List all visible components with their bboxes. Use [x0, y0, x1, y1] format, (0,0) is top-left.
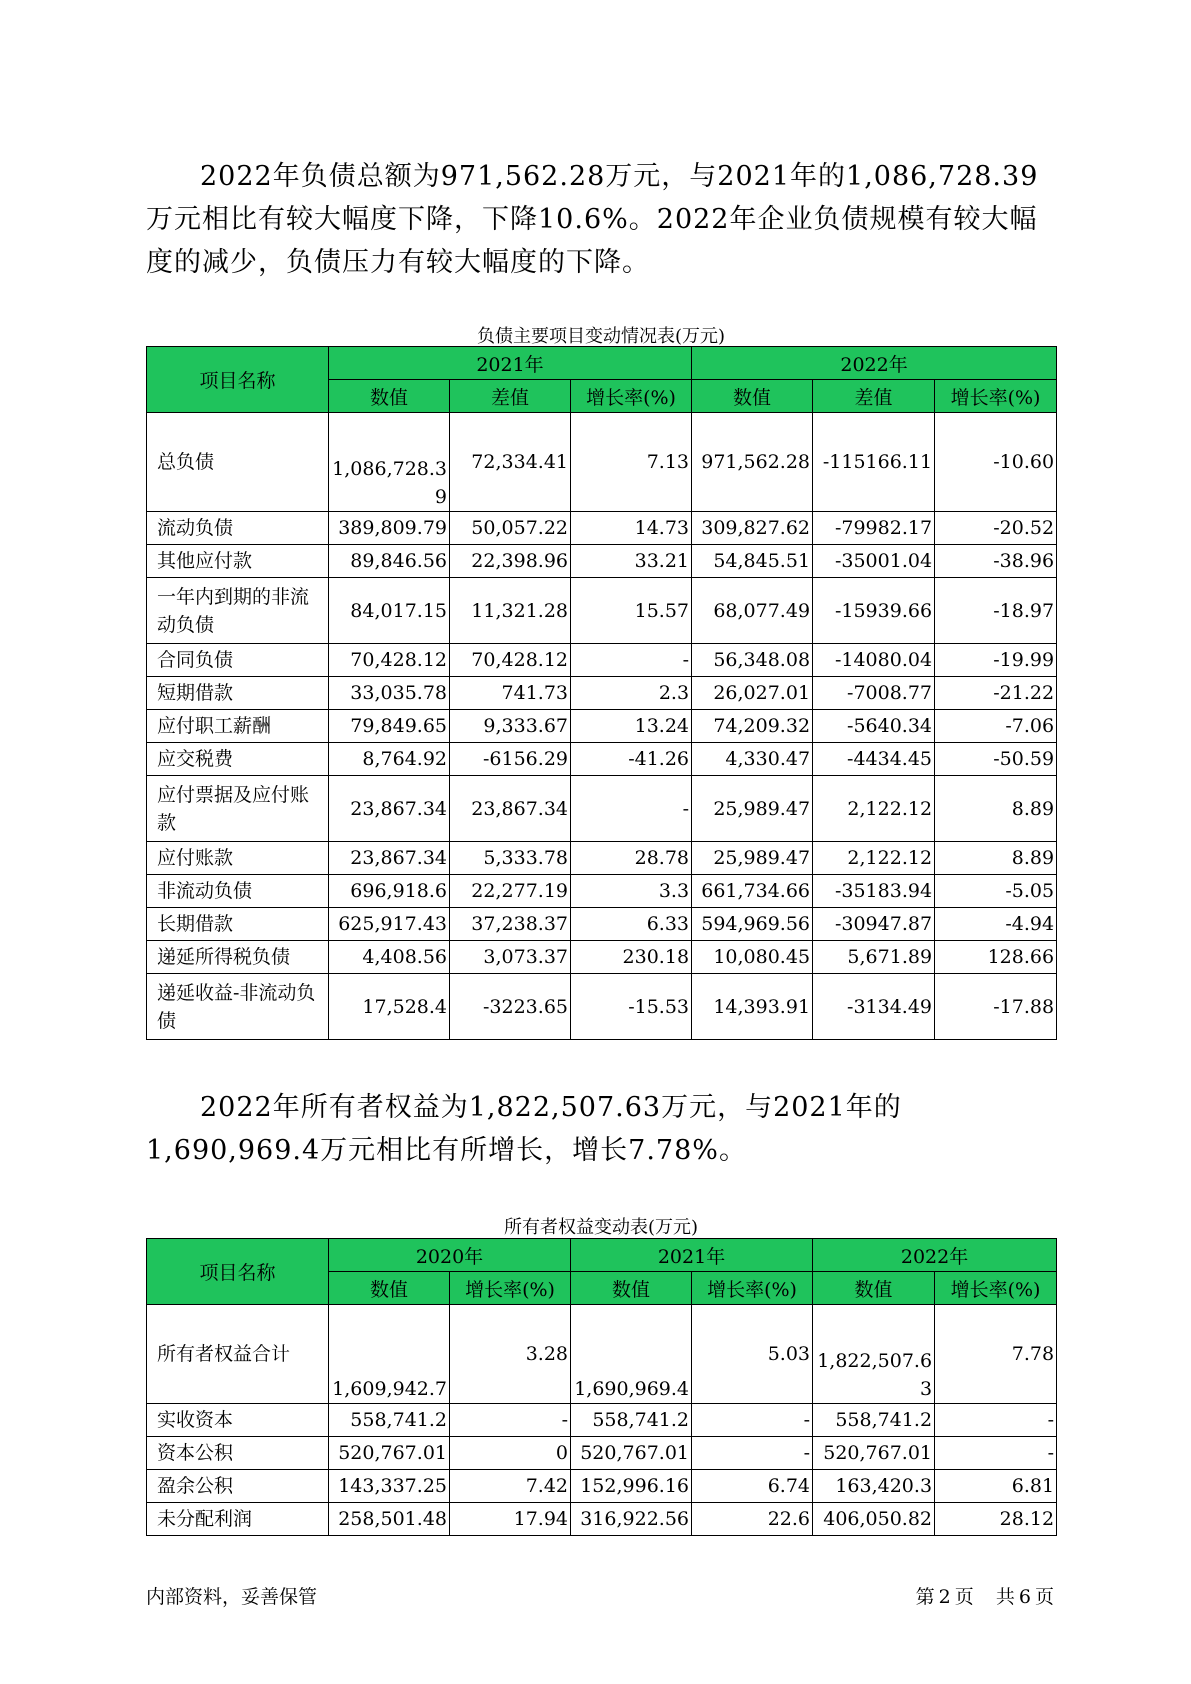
cell-rate: -: [692, 1404, 813, 1437]
header-value: 数值: [692, 380, 813, 413]
header-rate: 增长率(%): [935, 380, 1057, 413]
header-value: 数值: [329, 1272, 450, 1305]
cell-value: 520,767.01: [813, 1437, 935, 1470]
cell-diff: 11,321.28: [450, 578, 571, 644]
cell-diff: -15939.66: [813, 578, 935, 644]
row-name: 合同负债: [147, 644, 329, 677]
page-number: 2: [938, 1586, 951, 1608]
header-year-2022: 2022年: [692, 347, 1057, 380]
table1-caption: 负债主要项目变动情况表(万元): [476, 326, 726, 347]
table-row: [147, 1437, 1057, 1470]
equity-summary-text: 2022年所有者权益为1,822,507.63万元，与2021年的1,690,969.4万元相比有所增长，增长7.78%。: [146, 1092, 902, 1166]
row-name: 未分配利润: [147, 1503, 329, 1536]
cell-diff: 22,398.96: [450, 545, 571, 578]
cell-rate: 22.6: [692, 1503, 813, 1536]
cell-value: 258,501.48: [329, 1503, 450, 1536]
cell-value: 4,330.47: [692, 743, 813, 776]
header-item-name: 项目名称: [147, 347, 329, 413]
table-row: [147, 776, 1057, 842]
row-name: 盈余公积: [147, 1470, 329, 1503]
cell-diff: 5,671.89: [813, 941, 935, 974]
cell-diff: 3,073.37: [450, 941, 571, 974]
header-year-2021: 2021年: [571, 1239, 813, 1272]
cell-diff: 2,122.12: [813, 842, 935, 875]
table-row: [147, 512, 1057, 545]
cell-value: 1,086,728.39: [329, 413, 450, 512]
cell-rate: -: [571, 644, 692, 677]
table-row: [147, 743, 1057, 776]
cell-value: 70,428.12: [329, 644, 450, 677]
page-indicator: [914, 1582, 1056, 1609]
cell-diff: -14080.04: [813, 644, 935, 677]
header-diff: 差值: [450, 380, 571, 413]
cell-value: 4,408.56: [329, 941, 450, 974]
cell-diff: 5,333.78: [450, 842, 571, 875]
cell-rate: -38.96: [935, 545, 1057, 578]
table-row: [147, 908, 1057, 941]
cell-value: 594,969.56: [692, 908, 813, 941]
cell-diff: -4434.45: [813, 743, 935, 776]
header-value: 数值: [329, 380, 450, 413]
cell-rate: -17.88: [935, 974, 1057, 1040]
cell-diff: 50,057.22: [450, 512, 571, 545]
total-unit: 页: [1034, 1586, 1054, 1608]
cell-value: 163,420.3: [813, 1470, 935, 1503]
table-row: [147, 1470, 1057, 1503]
cell-value: 10,080.45: [692, 941, 813, 974]
row-name: 总负债: [147, 413, 329, 512]
confidential-note: 内部资料，妥善保管: [146, 1586, 318, 1608]
cell-diff: -35183.94: [813, 875, 935, 908]
total-prefix: 共: [995, 1586, 1015, 1608]
cell-value: 17,528.4: [329, 974, 450, 1040]
table-row: [147, 1404, 1057, 1437]
row-name: 应付票据及应付账款: [147, 776, 329, 842]
cell-value: 520,767.01: [571, 1437, 692, 1470]
cell-value: 33,035.78: [329, 677, 450, 710]
cell-rate: 28.12: [935, 1503, 1057, 1536]
liabilities-table: [146, 346, 1057, 1040]
table-row: [147, 974, 1057, 1040]
table-row: [147, 677, 1057, 710]
cell-value: 84,017.15: [329, 578, 450, 644]
cell-diff: -5640.34: [813, 710, 935, 743]
cell-rate: 13.24: [571, 710, 692, 743]
liabilities-summary-paragraph: [146, 155, 1056, 284]
row-name: 其他应付款: [147, 545, 329, 578]
cell-value: 23,867.34: [329, 842, 450, 875]
row-name: 流动负债: [147, 512, 329, 545]
table-row: [147, 1503, 1057, 1536]
cell-rate: 15.57: [571, 578, 692, 644]
equity-summary-paragraph: [146, 1086, 1056, 1172]
cell-value: 389,809.79: [329, 512, 450, 545]
cell-value: 520,767.01: [329, 1437, 450, 1470]
cell-rate: -: [935, 1404, 1057, 1437]
cell-rate: 8.89: [935, 842, 1057, 875]
cell-rate: 7.13: [571, 413, 692, 512]
cell-value: 23,867.34: [329, 776, 450, 842]
table-row: [147, 710, 1057, 743]
cell-rate: -10.60: [935, 413, 1057, 512]
cell-diff: 2,122.12: [813, 776, 935, 842]
cell-value: 558,741.2: [329, 1404, 450, 1437]
cell-diff: 70,428.12: [450, 644, 571, 677]
row-name: 应付账款: [147, 842, 329, 875]
row-name: 资本公积: [147, 1437, 329, 1470]
cell-value: 1,822,507.63: [813, 1305, 935, 1404]
cell-value: 316,922.56: [571, 1503, 692, 1536]
cell-value: 971,562.28: [692, 413, 813, 512]
cell-value: 152,996.16: [571, 1470, 692, 1503]
header-year-2022: 2022年: [813, 1239, 1057, 1272]
cell-value: 14,393.91: [692, 974, 813, 1040]
header-rate: 增长率(%): [571, 380, 692, 413]
cell-diff: -79982.17: [813, 512, 935, 545]
cell-rate: 14.73: [571, 512, 692, 545]
row-name: 实收资本: [147, 1404, 329, 1437]
table2-caption: 所有者权益变动表(万元): [503, 1217, 699, 1238]
cell-value: 25,989.47: [692, 842, 813, 875]
cell-value: 89,846.56: [329, 545, 450, 578]
cell-diff: -35001.04: [813, 545, 935, 578]
cell-value: 625,917.43: [329, 908, 450, 941]
cell-diff: -30947.87: [813, 908, 935, 941]
cell-rate: -19.99: [935, 644, 1057, 677]
cell-value: 26,027.01: [692, 677, 813, 710]
cell-rate: -18.97: [935, 578, 1057, 644]
cell-rate: 0: [450, 1437, 571, 1470]
row-name: 非流动负债: [147, 875, 329, 908]
cell-diff: -3223.65: [450, 974, 571, 1040]
cell-diff: 23,867.34: [450, 776, 571, 842]
cell-value: 406,050.82: [813, 1503, 935, 1536]
cell-value: 25,989.47: [692, 776, 813, 842]
row-name: 一年内到期的非流动负债: [147, 578, 329, 644]
cell-rate: -21.22: [935, 677, 1057, 710]
cell-rate: -5.05: [935, 875, 1057, 908]
cell-value: 74,209.32: [692, 710, 813, 743]
cell-rate: -20.52: [935, 512, 1057, 545]
cell-diff: 37,238.37: [450, 908, 571, 941]
row-name: 应付职工薪酬: [147, 710, 329, 743]
cell-value: 558,741.2: [813, 1404, 935, 1437]
total-pages: 6: [1018, 1586, 1031, 1608]
equity-table: [146, 1238, 1057, 1536]
cell-diff: 741.73: [450, 677, 571, 710]
cell-value: 558,741.2: [571, 1404, 692, 1437]
cell-rate: 3.28: [450, 1305, 571, 1404]
cell-diff: 22,277.19: [450, 875, 571, 908]
cell-rate: 28.78: [571, 842, 692, 875]
row-name: 递延收益-非流动负债: [147, 974, 329, 1040]
row-name: 递延所得税负债: [147, 941, 329, 974]
table-row: [147, 1305, 1057, 1404]
cell-value: 143,337.25: [329, 1470, 450, 1503]
cell-rate: -: [692, 1437, 813, 1470]
cell-value: 68,077.49: [692, 578, 813, 644]
cell-value: 79,849.65: [329, 710, 450, 743]
row-name: 应交税费: [147, 743, 329, 776]
header-value: 数值: [571, 1272, 692, 1305]
cell-rate: -41.26: [571, 743, 692, 776]
table-row: [147, 842, 1057, 875]
header-year-2020: 2020年: [329, 1239, 571, 1272]
cell-rate: -4.94: [935, 908, 1057, 941]
header-rate: 增长率(%): [692, 1272, 813, 1305]
cell-rate: 6.74: [692, 1470, 813, 1503]
cell-rate: 17.94: [450, 1503, 571, 1536]
cell-rate: 33.21: [571, 545, 692, 578]
table-row: [147, 644, 1057, 677]
cell-diff: 9,333.67: [450, 710, 571, 743]
cell-rate: -50.59: [935, 743, 1057, 776]
header-item-name: 项目名称: [147, 1239, 329, 1305]
cell-value: 56,348.08: [692, 644, 813, 677]
cell-rate: 230.18: [571, 941, 692, 974]
header-diff: 差值: [813, 380, 935, 413]
table-row: [147, 545, 1057, 578]
cell-rate: 128.66: [935, 941, 1057, 974]
cell-value: 661,734.66: [692, 875, 813, 908]
cell-rate: 6.81: [935, 1470, 1057, 1503]
page-unit: 页: [954, 1586, 974, 1608]
cell-value: 1,609,942.7: [329, 1305, 450, 1404]
cell-rate: -7.06: [935, 710, 1057, 743]
cell-rate: 7.78: [935, 1305, 1057, 1404]
cell-rate: 3.3: [571, 875, 692, 908]
cell-diff: 72,334.41: [450, 413, 571, 512]
cell-rate: 8.89: [935, 776, 1057, 842]
cell-rate: -: [450, 1404, 571, 1437]
cell-value: 309,827.62: [692, 512, 813, 545]
cell-diff: -7008.77: [813, 677, 935, 710]
cell-diff: -115166.11: [813, 413, 935, 512]
row-name: 长期借款: [147, 908, 329, 941]
header-rate: 增长率(%): [450, 1272, 571, 1305]
header-year-2021: 2021年: [329, 347, 692, 380]
cell-diff: -6156.29: [450, 743, 571, 776]
liabilities-summary-text: 2022年负债总额为971,562.28万元，与2021年的1,086,728.39万元相比有较大幅度下降，下降10.6%。2022年企业负债规模有较大幅度的减少，负债压力有较大幅度的下降。: [146, 161, 1039, 278]
header-rate: 增长率(%): [935, 1272, 1057, 1305]
cell-rate: -15.53: [571, 974, 692, 1040]
table-row: [147, 413, 1057, 512]
row-name: 所有者权益合计: [147, 1305, 329, 1404]
cell-rate: -: [935, 1437, 1057, 1470]
cell-value: 696,918.6: [329, 875, 450, 908]
cell-value: 54,845.51: [692, 545, 813, 578]
table-row: [147, 578, 1057, 644]
cell-rate: 6.33: [571, 908, 692, 941]
cell-value: 1,690,969.4: [571, 1305, 692, 1404]
cell-diff: -3134.49: [813, 974, 935, 1040]
cell-value: 8,764.92: [329, 743, 450, 776]
cell-rate: 5.03: [692, 1305, 813, 1404]
cell-rate: 7.42: [450, 1470, 571, 1503]
cell-rate: 2.3: [571, 677, 692, 710]
table-row: [147, 875, 1057, 908]
header-value: 数值: [813, 1272, 935, 1305]
row-name: 短期借款: [147, 677, 329, 710]
cell-rate: -: [571, 776, 692, 842]
table-row: [147, 941, 1057, 974]
page-prefix: 第: [915, 1586, 935, 1608]
